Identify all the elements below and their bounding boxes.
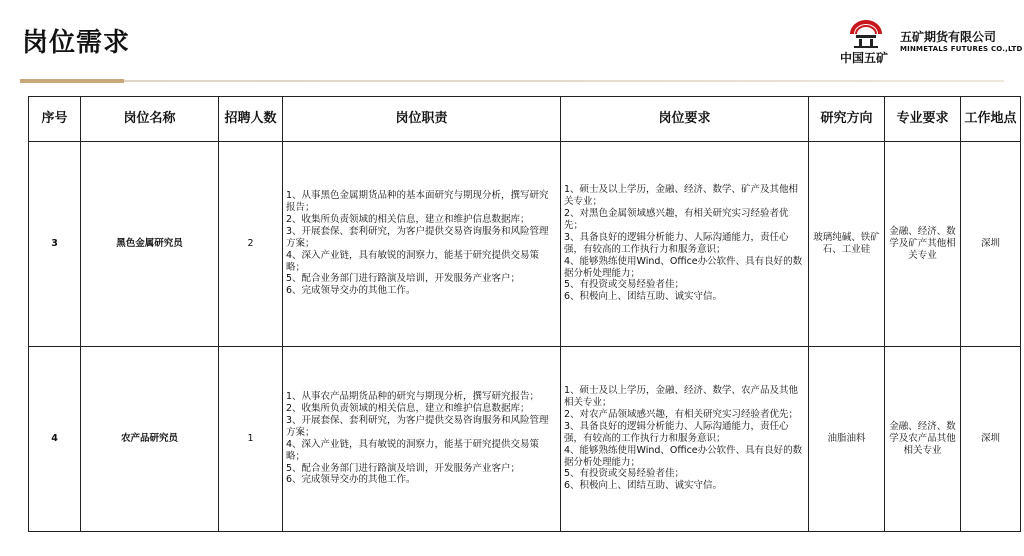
requirement-line: 1、硕士及以上学历，金融、经济、数学、农产品及其他相关专业； (564, 385, 799, 409)
logo-chinese-short: 中国五矿 (840, 51, 889, 65)
page-title: 岗位需求 (22, 28, 131, 58)
requirement-line: 3、具备良好的逻辑分析能力、人际沟通能力，责任心强，有较高的工作执行力和服务意识； (564, 420, 789, 444)
logo-chinese-full: 五矿期货有限公司 (900, 30, 997, 44)
row-major: 金融、经济、数学及矿产其他相关专业 (885, 142, 961, 347)
table-header-row (29, 97, 1021, 142)
row-headcount: 2 (219, 142, 283, 347)
header-headcount: 招聘人数 (219, 97, 283, 142)
requirement-line: 1、硕士及以上学历，金融、经济、数学、矿产及其他相关专业； (564, 184, 799, 208)
row-position-name: 农产品研究员 (81, 346, 219, 532)
header-research-direction: 研究方向 (809, 97, 885, 142)
company-logo (838, 20, 1023, 70)
row-requirements (561, 142, 809, 347)
row-location: 深圳 (961, 142, 1021, 347)
row-duties (283, 346, 561, 532)
row-location: 深圳 (961, 346, 1021, 532)
header-requirements: 岗位要求 (561, 97, 809, 142)
row-seq: 4 (29, 346, 81, 532)
duty-line: 6、完成领导交办的其他工作。 (286, 285, 416, 297)
duty-line: 5、配合业务部门进行路演及培训，开发服务产业客户； (286, 273, 521, 285)
row-duties (283, 142, 561, 347)
row-research-direction: 玻璃纯碱、铁矿石、工业硅 (809, 142, 885, 347)
requirement-line: 6、积极向上、团结互助、诚实守信。 (564, 480, 723, 492)
duty-line: 1、从事黑色金属期货品种的基本面研究与期现分析，撰写研究报告； (286, 190, 549, 214)
duty-line: 2、收集所负责领域的相关信息，建立和维护信息数据库； (286, 214, 530, 226)
header-seq: 序号 (29, 97, 81, 142)
header-position-name: 岗位名称 (81, 97, 219, 142)
duty-line: 3、开展套保、套利研究，为客户提供交易咨询服务和风险管理方案； (286, 225, 549, 249)
table-row (29, 142, 1021, 347)
logo-english: MINMETALS FUTURES CO.,LTD (900, 45, 1023, 53)
row-requirements (561, 346, 809, 532)
duty-line: 4、深入产业链，具有敏锐的洞察力，能基于研究提供交易策略； (286, 438, 540, 462)
row-seq: 3 (29, 142, 81, 347)
minmetals-emblem-icon (846, 20, 886, 48)
header-major: 专业要求 (885, 97, 961, 142)
row-major: 金融、经济、数学及农产品其他相关专业 (885, 346, 961, 532)
requirement-line: 3、具备良好的逻辑分析能力、人际沟通能力，责任心强，有较高的工作执行力和服务意识； (564, 231, 789, 255)
header-duties: 岗位职责 (283, 97, 561, 142)
requirement-line: 6、积极向上、团结互助、诚实守信。 (564, 291, 723, 303)
row-headcount: 1 (219, 346, 283, 532)
row-position-name: 黑色金属研究员 (81, 142, 219, 347)
header-divider (20, 80, 1004, 82)
job-requirements-table (28, 96, 1021, 532)
duty-line: 1、从事农产品期货品种的研究与期现分析，撰写研究报告； (286, 391, 540, 403)
duty-line: 4、深入产业链，具有敏锐的洞察力，能基于研究提供交易策略； (286, 249, 540, 273)
requirement-line: 4、能够熟练使用Wind、Office办公软件、具有良好的数据分析处理能力； (564, 444, 803, 468)
duty-line: 3、开展套保、套利研究，为客户提供交易咨询服务和风险管理方案； (286, 415, 549, 438)
header-divider-accent (20, 79, 124, 83)
requirement-line: 5、有投资或交易经验者佳； (564, 468, 685, 480)
requirement-line: 2、对黑色金属领域感兴趣，有相关研究实习经验者优先； (564, 208, 789, 231)
row-research-direction: 油脂油料 (809, 346, 885, 532)
table-row (29, 346, 1021, 532)
requirement-line: 5、有投资或交易经验者佳； (564, 279, 685, 291)
duty-line: 2、收集所负责领域的相关信息，建立和维护信息数据库； (286, 403, 530, 415)
duty-line: 6、完成领导交办的其他工作。 (286, 474, 416, 486)
requirement-line: 2、对农产品领域感兴趣，有相关研究实习经验者优先； (564, 409, 799, 421)
requirement-line: 4、能够熟练使用Wind、Office办公软件、具有良好的数据分析处理能力； (564, 255, 803, 279)
duty-line: 5、配合业务部门进行路演及培训，开发服务产业客户； (286, 462, 521, 474)
header-location: 工作地点 (961, 97, 1021, 142)
